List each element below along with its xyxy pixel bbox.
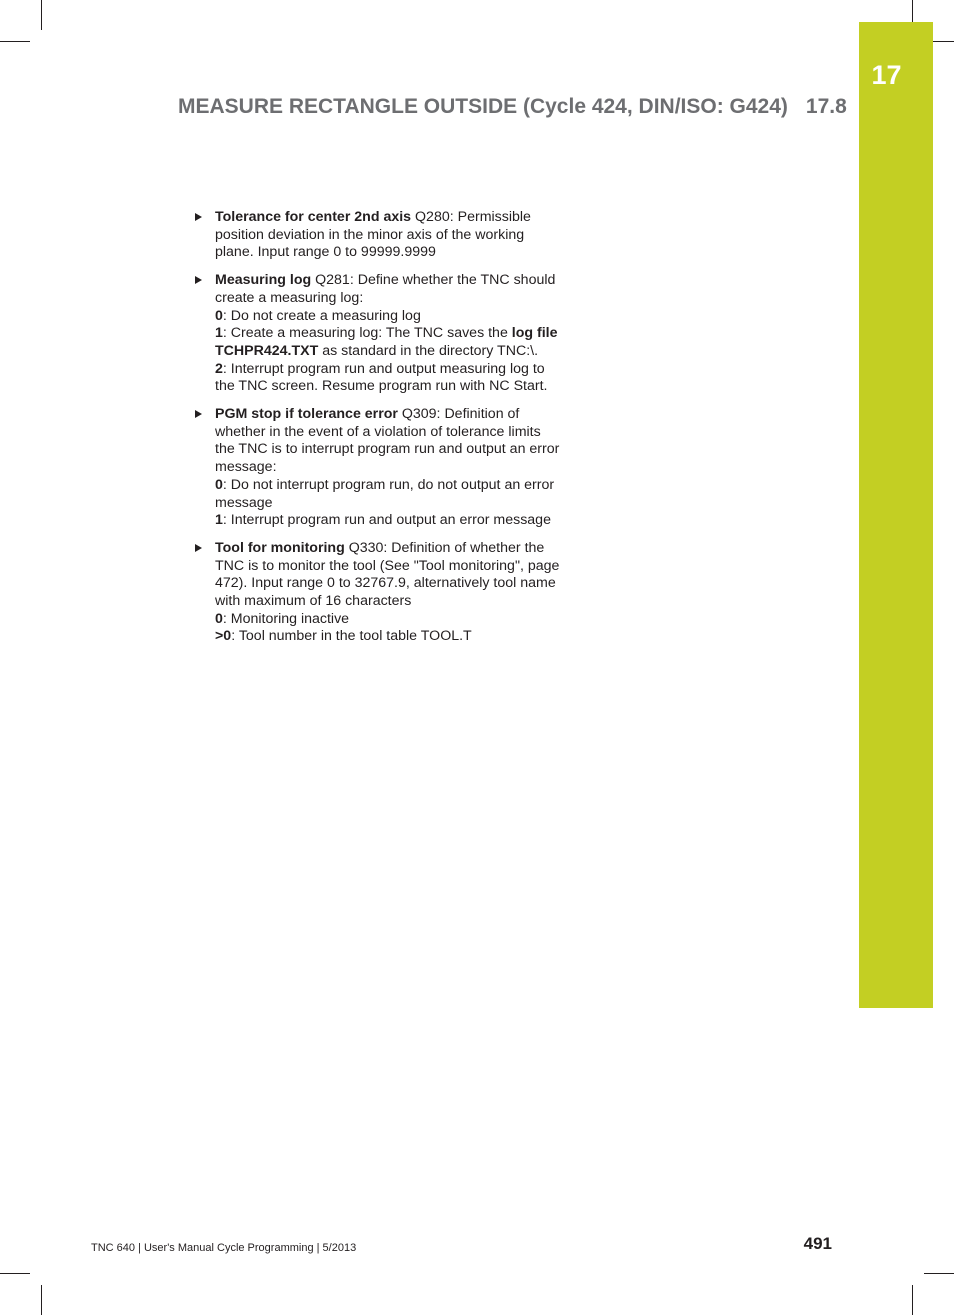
option-key: 0 [215,307,223,324]
param-desc: Q309: Definition of whether in the event of a violation of tolerance limits the TNC is to interrupt program run and output an error message: [215,406,560,476]
option-text: : Tool number in the tool table TOOL.T [231,628,472,645]
param-desc: Q281: Define whether the TNC should create a measuring log: [215,272,556,306]
triangle-bullet-icon [195,213,202,221]
parameter-list [193,209,563,656]
option-text: : Do not create a measuring log [222,307,421,324]
option-text: : Interrupt program run and output an error message [222,512,551,529]
triangle-bullet-icon [195,410,202,418]
crop-mark [41,0,42,30]
param-item [193,272,563,396]
param-item [193,209,563,262]
crop-mark [0,41,30,42]
option-key: 1 [215,325,223,342]
crop-mark [912,1285,913,1315]
crop-mark [41,1285,42,1315]
crop-mark [924,1273,954,1274]
option-key: 1 [215,512,223,529]
triangle-bullet-icon [195,544,202,552]
header-title: MEASURE RECTANGLE OUTSIDE (Cycle 424, DIN/ISO: G424) [178,95,788,118]
footer-text: TNC 640 | User's Manual Cycle Programming | 5/2013 [91,1242,357,1254]
param-item [193,540,563,646]
option-key: 0 [215,610,223,627]
option-text: : Do not interrupt program run, do not output an error message [215,476,555,511]
option-text: : Monitoring inactive [222,610,350,627]
triangle-bullet-icon [195,276,202,284]
option-key: >0 [215,628,232,645]
option-bold: log file TCHPR424.TXT [215,325,558,359]
param-desc: Q330: Definition of whether the TNC is to monitor the tool (See "Tool monitoring", page 472). Input range 0 to 32767.9, alternatively tool name with maximum of 16 characters [215,539,560,610]
param-desc: Q280: Permissible position deviation in the minor axis of the working plane. Input range 0 to 99999.9999 [215,209,531,261]
header-section: 17.8 [805,95,847,118]
param-name: Tool for monitoring [215,539,345,556]
param-item [193,406,563,530]
option-key: 2 [215,360,223,377]
chapter-tab [859,22,933,1008]
option-text: : Create a measuring log: The TNC saves the [222,325,512,342]
option-key: 0 [215,476,223,493]
param-name: Tolerance for center 2nd axis [215,209,412,225]
crop-mark [0,1273,30,1274]
running-header [178,95,847,119]
option-text: : Interrupt program run and output measuring log to the TNC screen. Resume program run with NC Start. [215,360,548,395]
option-tail: as standard in the directory TNC:\. [318,342,539,359]
chapter-number: 17 [871,60,902,90]
param-name: PGM stop if tolerance error [215,406,398,423]
page-number: 491 [803,1234,832,1253]
param-name: Measuring log [215,272,312,289]
